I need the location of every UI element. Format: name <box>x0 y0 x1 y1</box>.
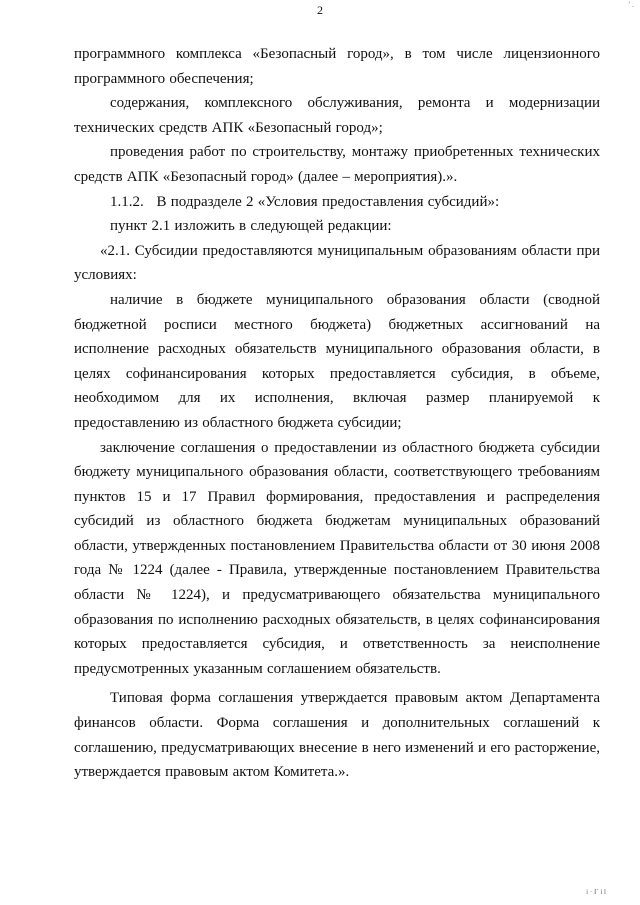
paragraph-clause-1-1-2: 1.1.2. В подразделе 2 «Условия предоставления субсидий»: <box>110 193 500 210</box>
paragraph-maintenance: содержания, комплексного обслуживания, ремонта и модернизации технических средств АПК «Безопасный город»; <box>74 95 600 136</box>
corner-scan-mark: ’ . <box>627 0 634 9</box>
paragraph-budget-allocations: наличие в бюджете муниципального образования области (сводной бюджетной росписи местного бюджета) бюджетных ассигнований на исполнение расходных обязательств муниципального образования области, в целях софинансирования которых предоставляется субсидия, в объеме, необходимом для их исполнения, включая размер планируемой к предоставлению из областного бюджета субсидии; <box>74 291 600 431</box>
paragraph-agreement-conclusion: заключение соглашения о предоставлении из областного бюджета субсидии бюджету муниципального образования области, соответствующего требованиям пунктов 15 и 17 Правил формирования, предоставления и распределения субсидий из областного бюджета бюджетам муниципальных образований области, утвержденных постановлением Правительства области от 30 июня 2008 года № 1224 (далее - Правила, утвержденные постановлением Правительства области № 1224), и предусматривающего обязательства муниципального образования по исполнению расходных обязательств, в целях софинансирования которых предоставляется субсидия, и ответственность за неисполнение предусмотренных указанным соглашением обязательств. <box>74 439 600 677</box>
paragraph-point-2-1-intro: пункт 2.1 изложить в следующей редакции: <box>110 218 392 235</box>
footer-scan-mark: i · I´ i l <box>586 888 606 896</box>
paragraph-software-continuation: программного комплекса «Безопасный город», в том числе лицензионного программного обеспечения; <box>74 46 600 87</box>
paragraph-standard-form: Типовая форма соглашения утверждается правовым актом Департамента финансов области. Форма соглашения и дополнительных соглашений к соглашению, предусматривающих внесение в него изменений и его расторжение, утверждается правовым актом Комитета.». <box>74 690 600 781</box>
page-number: 2 <box>317 3 323 17</box>
document-body <box>74 42 600 785</box>
paragraph-construction: проведения работ по строительству, монтажу приобретенных технических средств АПК «Безопасный город» (далее – мероприятия).». <box>74 144 600 185</box>
paragraph-subsidy-conditions: «2.1. Субсидии предоставляются муниципальным образованиям области при условиях: <box>74 242 600 284</box>
